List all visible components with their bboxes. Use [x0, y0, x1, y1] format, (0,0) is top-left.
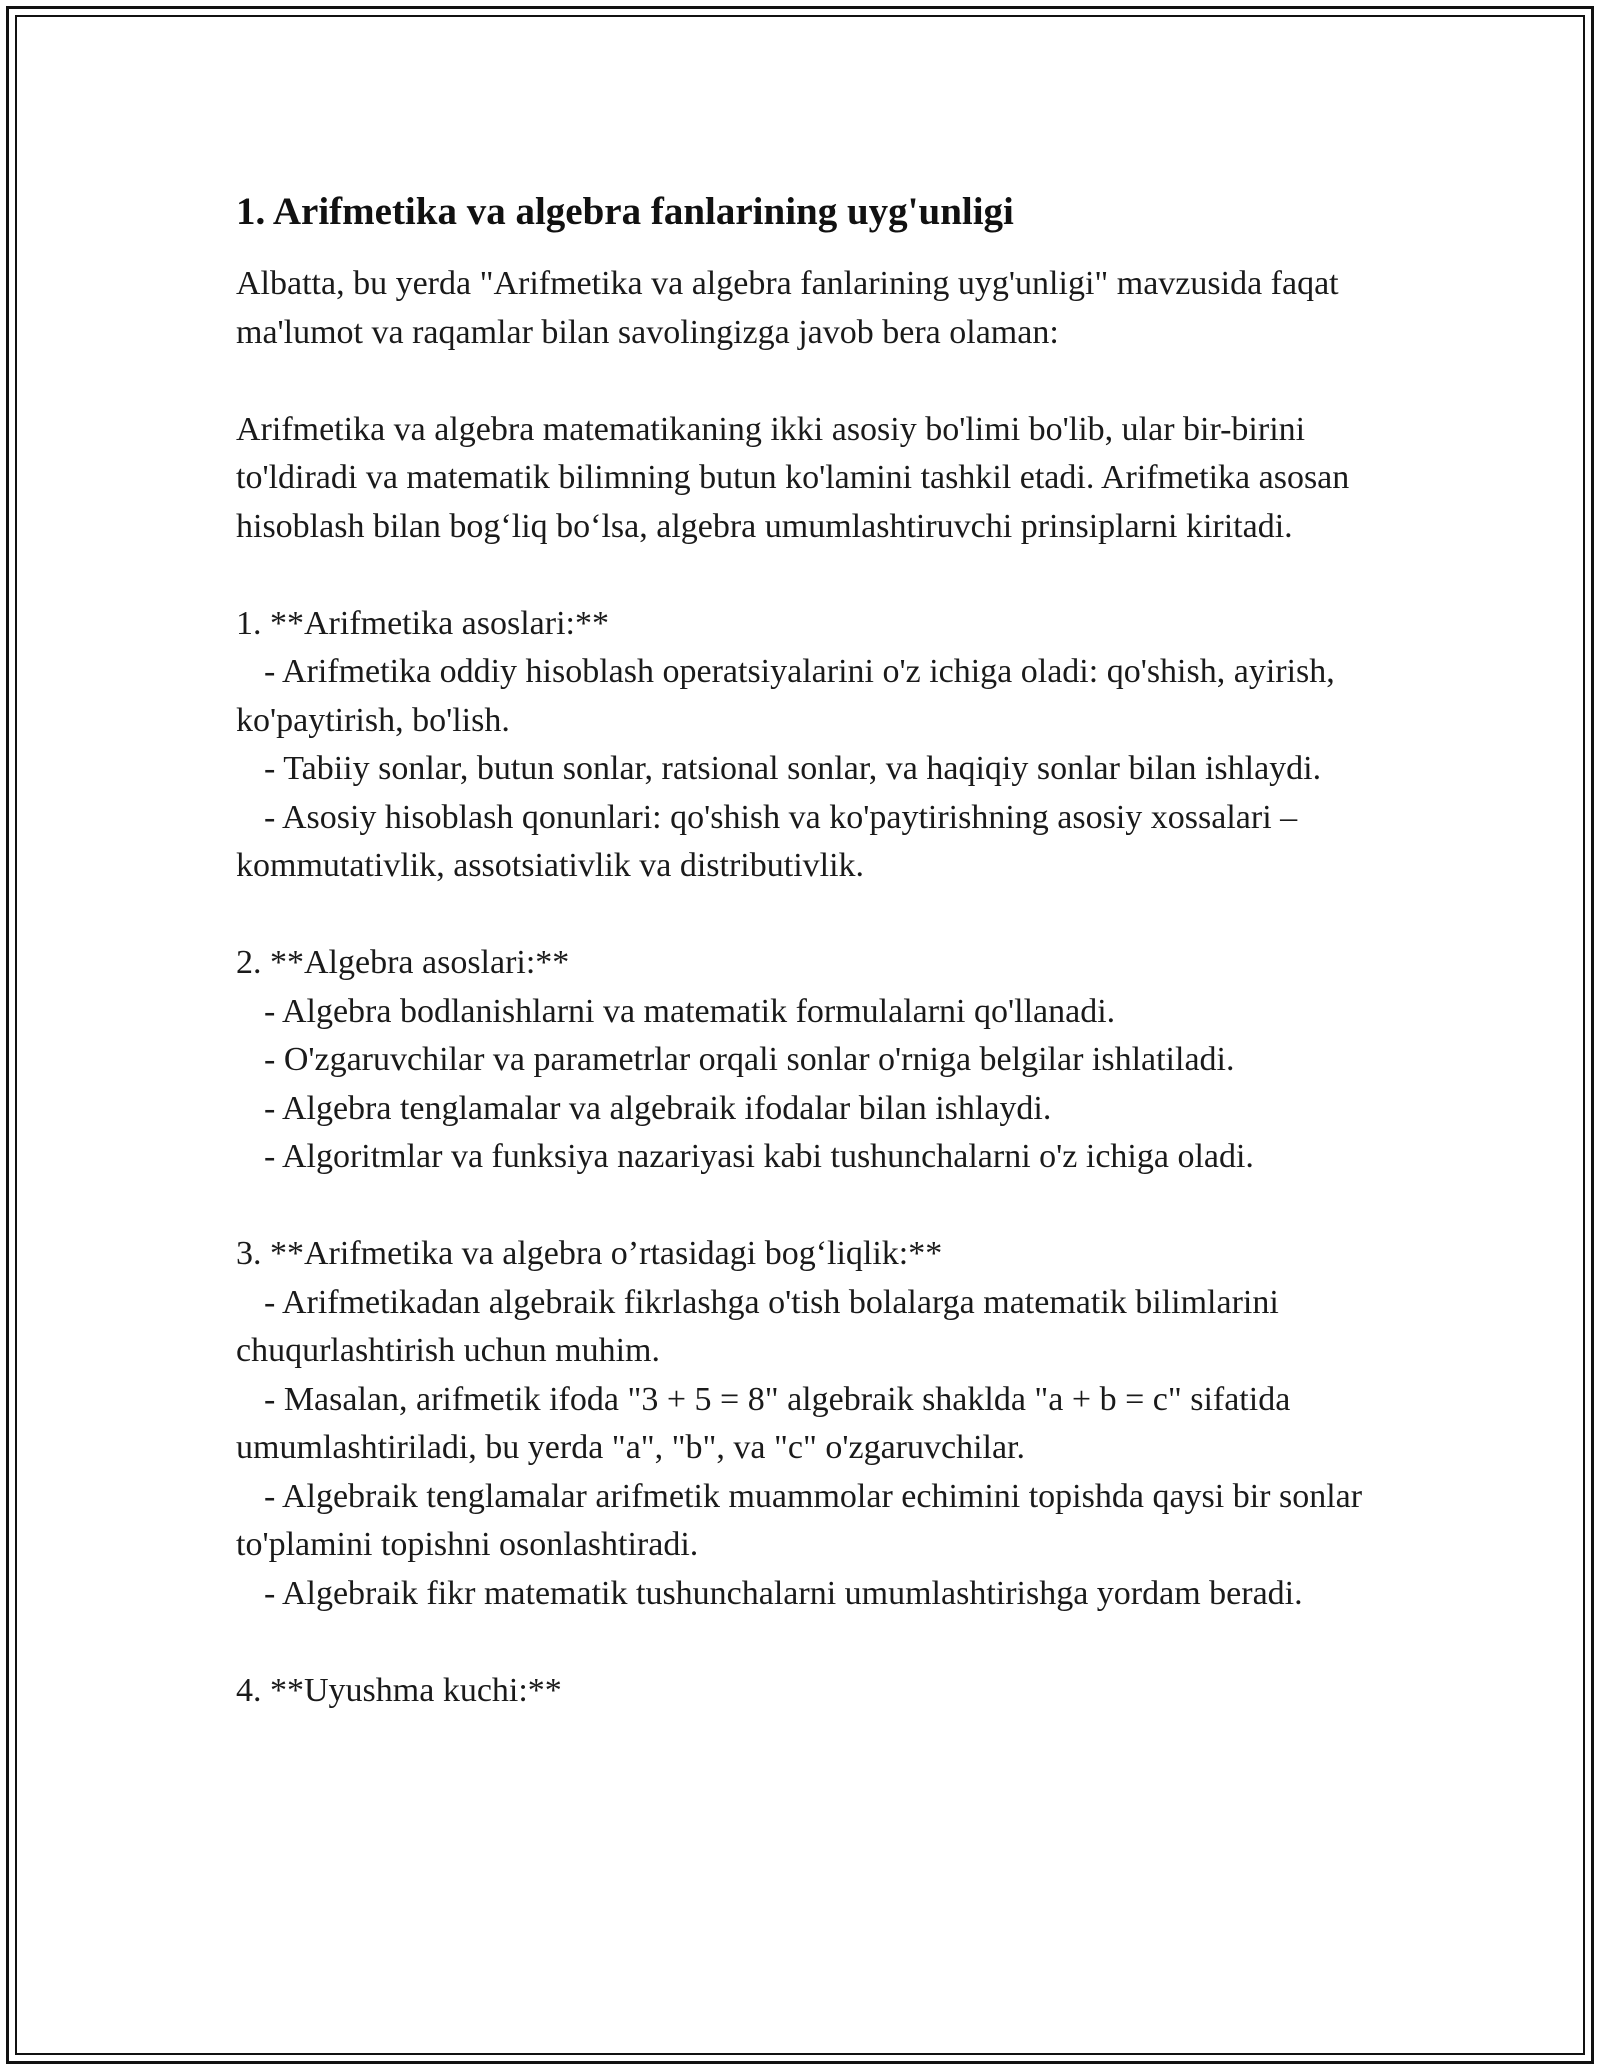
section-uyushma-kuchi: [236, 1667, 1376, 1716]
spacer: [236, 551, 1376, 600]
list-item: - Algebra bodlanishlarni va matematik formulalarni qo'llanadi.: [264, 992, 1116, 1030]
list-item: - Algebraik fikr matematik tushunchalarni umumlashtirishga yordam beradi.: [264, 1574, 1303, 1612]
section-boglilik: [236, 1230, 1376, 1618]
document-body: [236, 188, 1376, 1715]
section-title: 2. **Algebra asoslari:**: [236, 944, 570, 981]
overview-paragraph: Arifmetika va algebra matematikaning ikki asosiy bo'limi bo'lib, ular bir-birini to'ldiradi va matematik bilimning butun ko'lamini tashkil etadi. Arifmetika asosan hisoblash bilan bog‘liq bo‘lsa, algebra umumlashtiruvchi prinsiplarni kiritadi.: [236, 410, 1350, 545]
section-title: 4. **Uyushma kuchi:**: [236, 1671, 562, 1709]
spacer: [236, 1618, 1376, 1667]
list-item: - O'zgaruvchilar va parametrlar orqali sonlar o'rniga belgilar ishlatiladi.: [264, 1041, 1235, 1078]
document-heading: 1. Arifmetika va algebra fanlarining uyg'unligi: [236, 190, 1014, 233]
list-item: - Algebraik tenglamalar arifmetik muammolar echimini topishda qaysi bir sonlar to'plamini topishni osonlashtiradi.: [236, 1477, 1363, 1563]
section-arifmetika-asoslari: [236, 600, 1376, 891]
list-item: - Arifmetika oddiy hisoblash operatsiyalarini o'z ichiga oladi: qo'shish, ayirish, ko'paytirish, bo'lish.: [236, 653, 1335, 739]
spacer: [236, 891, 1376, 940]
list-item: - Algoritmlar va funksiya nazariyasi kabi tushunchalarni o'z ichiga oladi.: [264, 1138, 1254, 1175]
spacer: [236, 357, 1376, 406]
list-item: - Masalan, arifmetik ifoda "3 + 5 = 8" algebraik shaklda "a + b = c" sifatida umumlashtiriladi, bu yerda "a", "b", va "c" o'zgaruvchilar.: [236, 1380, 1291, 1466]
section-title: 3. **Arifmetika va algebra o’rtasidagi bog‘liqlik:**: [236, 1235, 943, 1272]
list-item: - Arifmetikadan algebraik fikrlashga o'tish bolalarga matematik bilimlarini chuqurlashtirish uchun muhim.: [236, 1283, 1279, 1369]
spacer: [236, 1182, 1376, 1231]
section-algebra-asoslari: [236, 939, 1376, 1182]
section-title: 1. **Arifmetika asoslari:**: [236, 604, 609, 642]
list-item: - Tabiiy sonlar, butun sonlar, ratsional sonlar, va haqiqiy sonlar bilan ishlaydi.: [264, 750, 1322, 787]
list-item: - Asosiy hisoblash qonunlari: qo'shish va ko'paytirishning asosiy xossalari – kommutativlik, assotsiativlik va distributivlik.: [236, 798, 1298, 884]
intro-paragraph: Albatta, bu yerda "Arifmetika va algebra fanlarining uyg'unligi" mavzusida faqat ma'lumot va raqamlar bilan savolingizga javob bera olaman:: [236, 265, 1339, 351]
list-item: - Algebra tenglamalar va algebraik ifodalar bilan ishlaydi.: [264, 1089, 1052, 1127]
